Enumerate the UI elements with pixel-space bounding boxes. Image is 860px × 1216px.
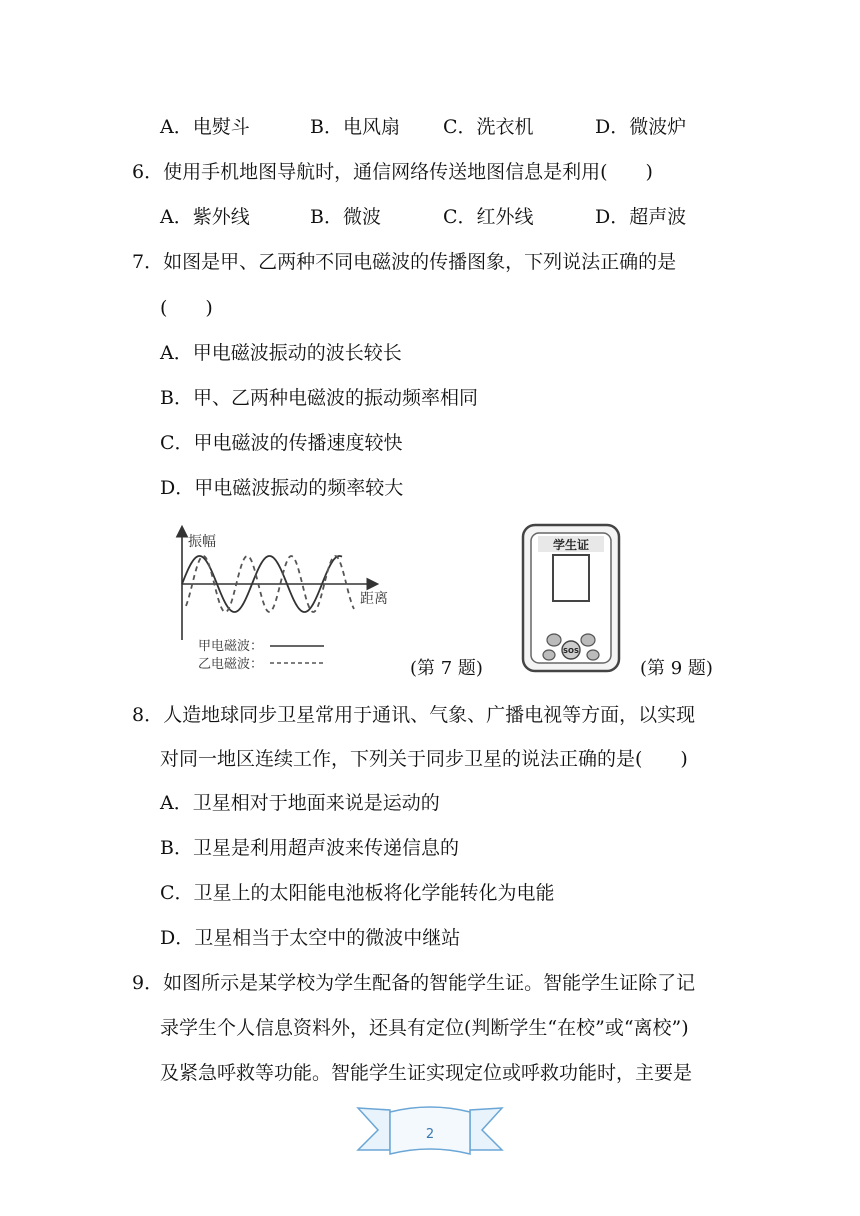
figure7-caption: (第 7 题) — [410, 658, 483, 679]
q8-option-a: A．卫星相对于地面来说是运动的 — [160, 792, 440, 814]
figure9-student-card — [520, 522, 622, 674]
q8-option-b: B．卫星是利用超声波来传递信息的 — [160, 837, 459, 859]
q5-option-b: B．电风扇 — [310, 116, 400, 138]
card-button-right — [581, 634, 595, 646]
y-axis-label: 振幅 — [188, 534, 216, 550]
card-button-left — [547, 634, 561, 646]
legend-jia-label: 甲电磁波： — [198, 639, 264, 654]
q6-option-a: A．紫外线 — [160, 206, 250, 228]
q9-line2: 录学生个人信息资料外，还具有定位(判断学生“在校”或“离校”) — [160, 1017, 689, 1039]
q6-option-b: B．微波 — [310, 206, 381, 228]
figure7-wave-diagram — [172, 522, 394, 672]
q6-option-d: D．超声波 — [595, 206, 687, 228]
q7-option-c: C．甲电磁波的传播速度较快 — [160, 432, 403, 454]
q6-option-c: C．红外线 — [443, 206, 534, 228]
q6-stem: 6．使用手机地图导航时，通信网络传送地图信息是利用( ) — [132, 161, 653, 183]
q9-line1: 9．如图所示是某学校为学生配备的智能学生证。智能学生证除了记 — [132, 972, 696, 994]
q5-option-d: D．微波炉 — [595, 116, 687, 138]
q7-option-a: A．甲电磁波振动的波长较长 — [160, 342, 402, 364]
q8-option-d: D．卫星相当于太空中的微波中继站 — [160, 927, 461, 949]
q7-stem-line1: 7．如图是甲、乙两种不同电磁波的传播图象，下列说法正确的是 — [132, 251, 677, 273]
sos-label: SOS — [562, 647, 580, 655]
card-photo-frame — [553, 555, 589, 601]
q9-line3: 及紧急呼救等功能。智能学生证实现定位或呼救功能时，主要是 — [160, 1062, 693, 1084]
page-number: 2 — [425, 1127, 435, 1142]
q8-stem-line2: 对同一地区连续工作，下列关于同步卫星的说法正确的是( ) — [160, 748, 688, 770]
q8-stem-line1: 8．人造地球同步卫星常用于通讯、气象、广播电视等方面，以实现 — [132, 704, 696, 726]
q8-option-c: C．卫星上的太阳能电池板将化学能转化为电能 — [160, 882, 555, 904]
q5-option-a: A．电熨斗 — [160, 116, 250, 138]
x-axis-label: 距离 — [360, 591, 388, 607]
q7-option-d: D．甲电磁波振动的频率较大 — [160, 477, 404, 499]
legend-yi-label: 乙电磁波： — [198, 657, 264, 672]
card-title: 学生证 — [552, 538, 590, 552]
footer-ribbon — [356, 1100, 504, 1162]
q7-stem-line2: ( ) — [160, 297, 213, 319]
q5-option-c: C．洗衣机 — [443, 116, 534, 138]
q7-option-b: B．甲、乙两种电磁波的振动频率相同 — [160, 387, 478, 409]
card-button-lower-left — [543, 650, 555, 660]
card-button-lower-right — [587, 650, 599, 660]
figure9-caption: (第 9 题) — [640, 658, 713, 679]
